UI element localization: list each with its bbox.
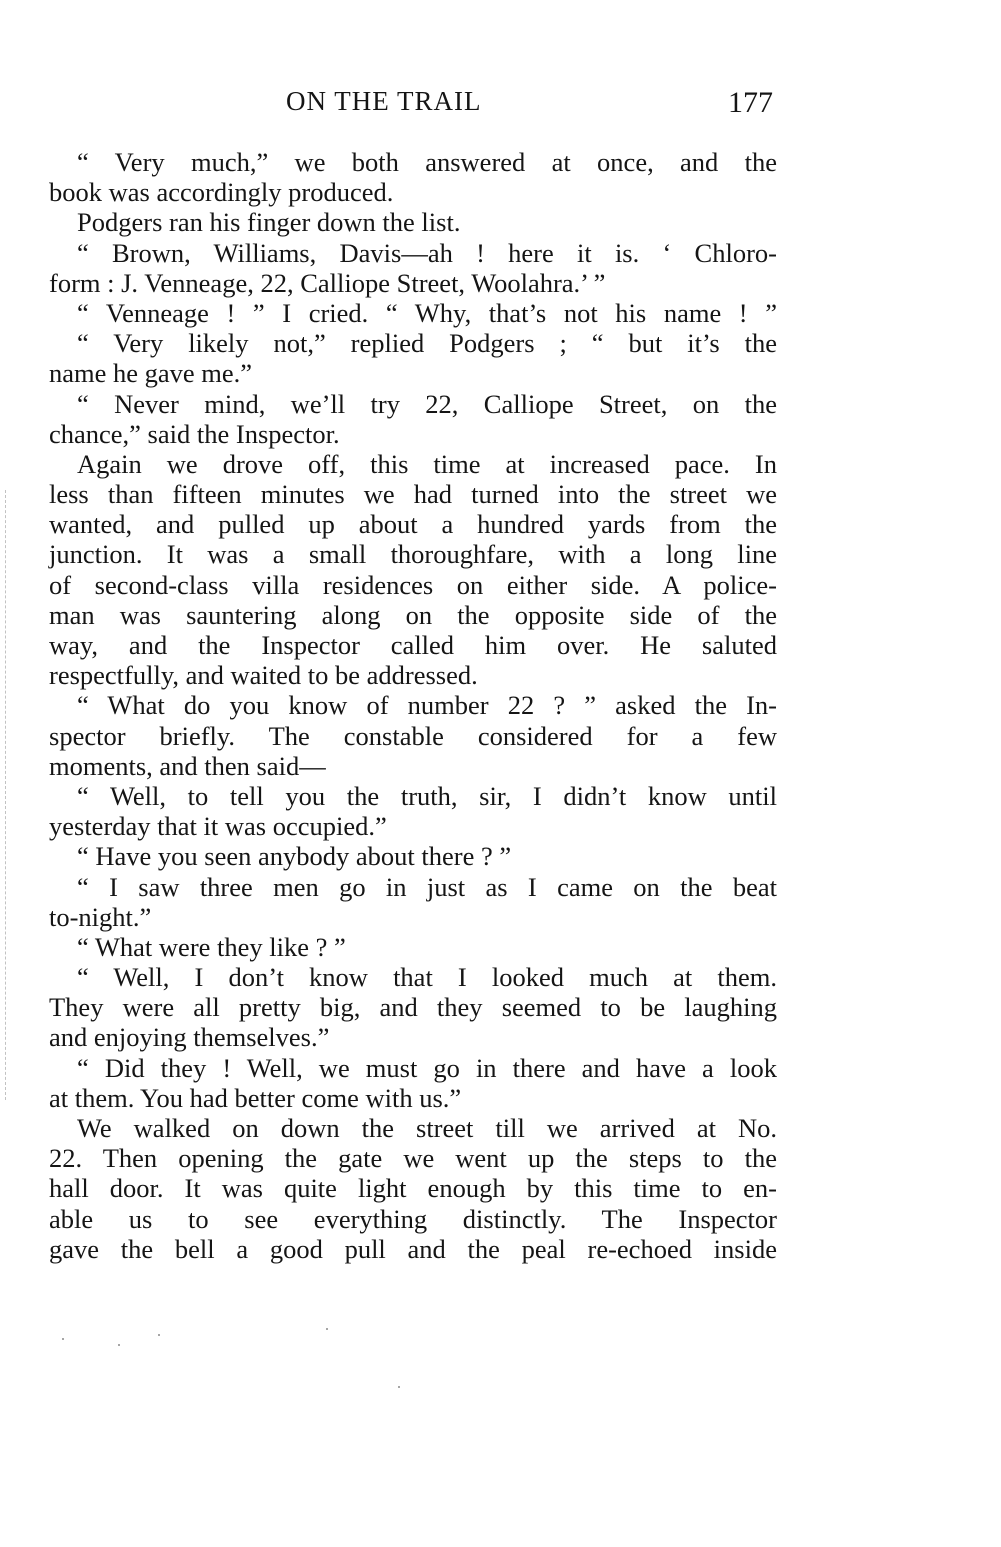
scan-speck xyxy=(398,1386,400,1388)
text-line: yesterday that it was occupied.” xyxy=(49,811,387,842)
text-line: “ Brown, Williams, Davis—ah ! here it is. ‘ Chloro- xyxy=(77,237,777,268)
text-line: moments, and then said— xyxy=(49,750,326,781)
text-line: “ What do you know of number 22 ? ” asked the In- xyxy=(77,690,777,721)
page-number: 177 xyxy=(728,86,773,119)
text-line: chance,” said the Inspector. xyxy=(49,418,340,449)
running-head xyxy=(0,84,1001,124)
text-line: able us to see everything distinctly. The Inspector xyxy=(49,1203,777,1234)
running-title: ON THE TRAIL xyxy=(286,86,482,116)
text-line: less than fifteen minutes we had turned into the street we xyxy=(49,479,777,510)
scan-speck xyxy=(158,1334,160,1336)
text-line: “ Never mind, we’ll try 22, Calliope Street, on the xyxy=(77,388,777,419)
text-line: gave the bell a good pull and the peal re-echoed inside xyxy=(49,1233,777,1264)
scan-speck xyxy=(118,1344,120,1346)
text-line: “ Very likely not,” replied Podgers ; “ but it’s the xyxy=(77,328,777,359)
body-text xyxy=(49,147,777,1264)
text-line: name he gave me.” xyxy=(49,358,253,389)
text-line: “ Venneage ! ” I cried. “ Why, that’s not his name ! ” xyxy=(77,297,777,328)
scan-speck xyxy=(62,1338,64,1340)
text-line: “ Very much,” we both answered at once, and the xyxy=(77,147,777,177)
text-line: They were all pretty big, and they seemed to be laughing xyxy=(49,992,777,1023)
text-line: “ What were they like ? ” xyxy=(77,931,346,962)
text-line: junction. It was a small thoroughfare, with a long line xyxy=(49,539,777,570)
text-line: at them. You had better come with us.” xyxy=(49,1082,462,1113)
text-line: respectfully, and waited to be addressed. xyxy=(49,660,478,691)
text-line: We walked on down the street till we arrived at No. xyxy=(77,1113,777,1143)
text-line: Podgers ran his finger down the list. xyxy=(77,207,461,238)
scan-speck xyxy=(326,1328,328,1330)
text-line: and enjoying themselves.” xyxy=(49,1022,330,1053)
text-line: spector briefly. The constable considered for a few xyxy=(49,720,777,751)
text-line: “ I saw three men go in just as I came on the beat xyxy=(77,871,777,902)
text-line: “ Well, to tell you the truth, sir, I didn’t know until xyxy=(77,780,777,811)
text-line: to-night.” xyxy=(49,901,152,932)
text-line: hall door. It was quite light enough by this time to en- xyxy=(49,1173,777,1204)
binding-edge-shadow xyxy=(5,490,6,1100)
text-line: “ Did they ! Well, we must go in there and have a look xyxy=(77,1052,777,1083)
text-line: “ Well, I don’t know that I looked much at them. xyxy=(77,962,777,993)
text-line: form : J. Venneage, 22, Calliope Street, Woolahra.’ ” xyxy=(49,267,606,298)
text-line: “ Have you seen anybody about there ? ” xyxy=(77,841,512,872)
text-line: wanted, and pulled up about a hundred yards from the xyxy=(49,509,777,540)
text-line: of second-class villa residences on either side. A police- xyxy=(49,569,777,600)
text-line: man was sauntering along on the opposite side of the xyxy=(49,599,777,630)
text-line: way, and the Inspector called him over. He saluted xyxy=(49,630,777,660)
text-line: book was accordingly produced. xyxy=(49,177,394,208)
text-line: Again we drove off, this time at increased pace. In xyxy=(77,448,777,479)
text-line: 22. Then opening the gate we went up the steps to the xyxy=(49,1143,777,1174)
